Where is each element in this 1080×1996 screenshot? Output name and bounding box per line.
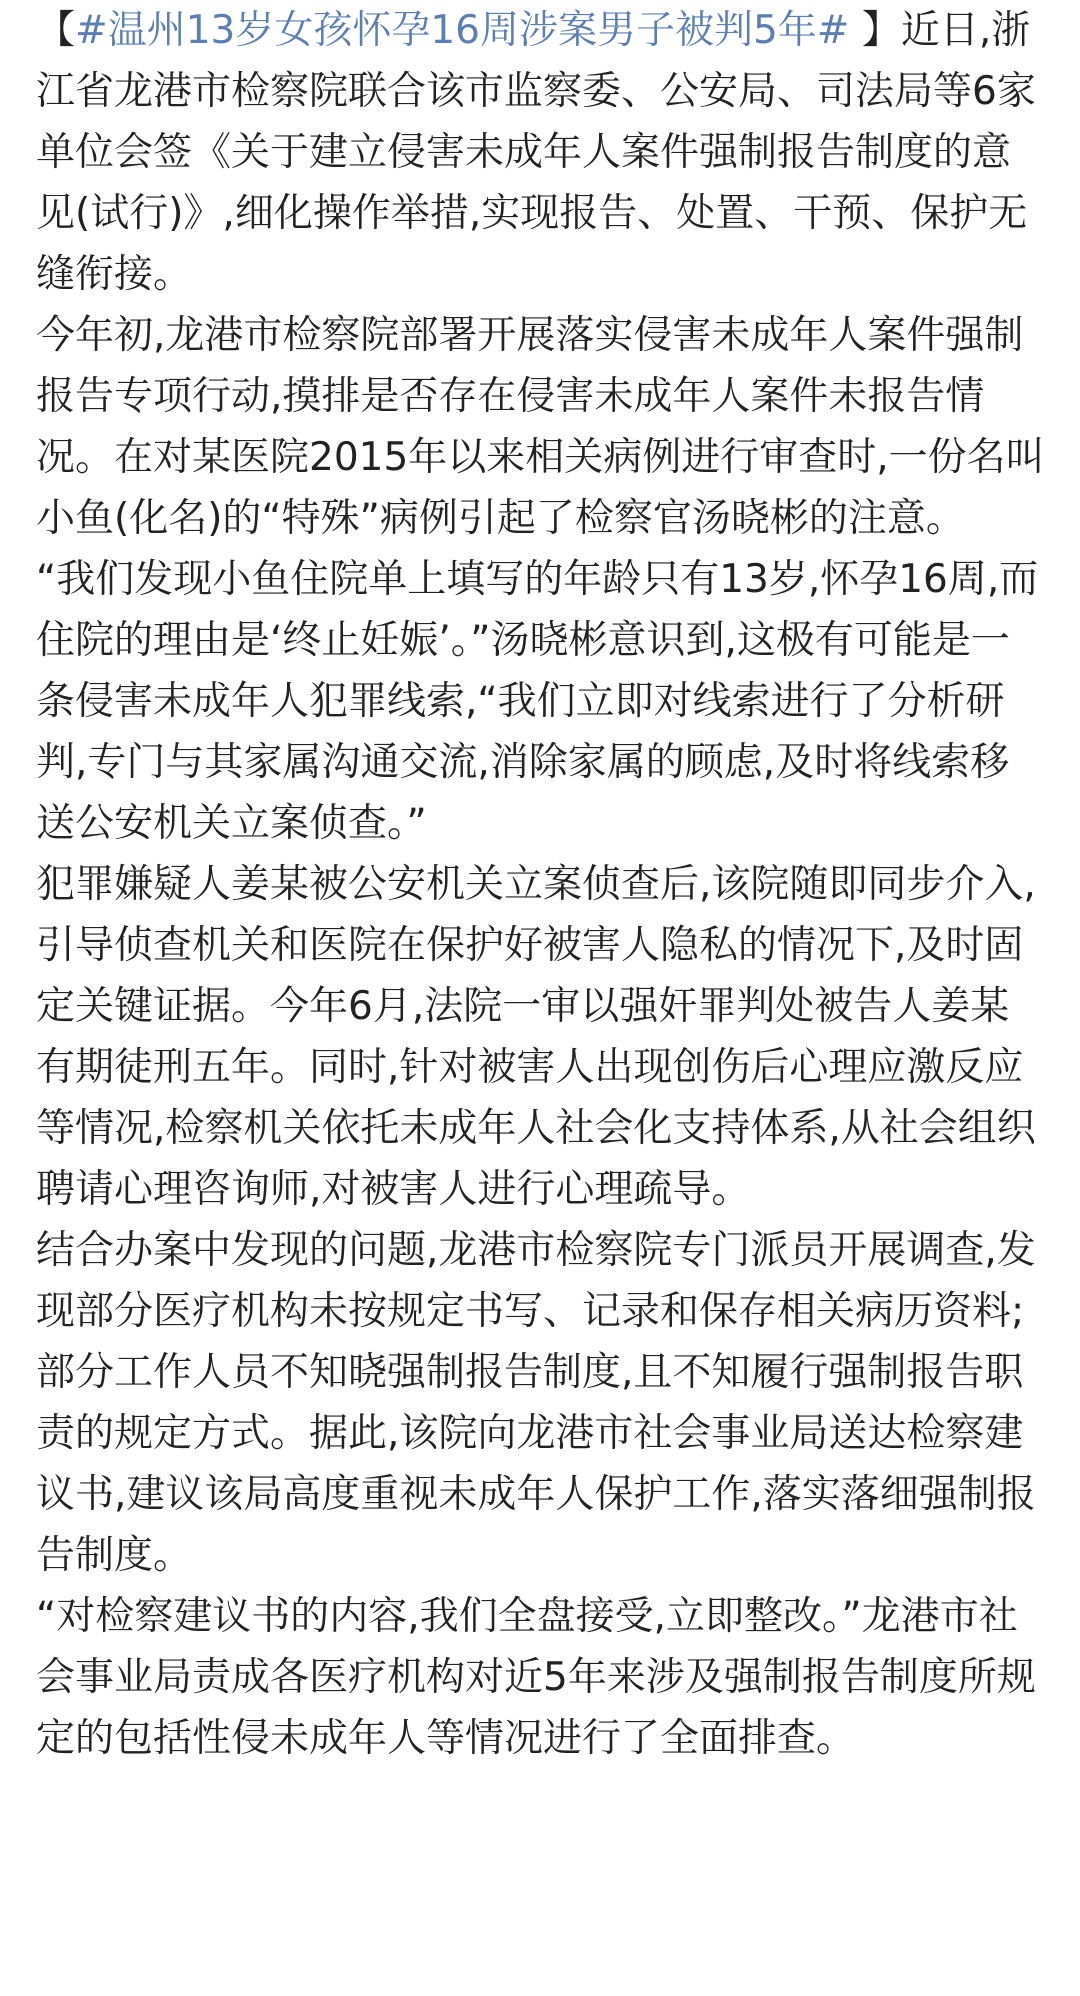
hashtag-link[interactable]: #温州13岁女孩怀孕16周涉案男子被判5年# <box>75 8 850 53</box>
post-paragraph: 结合办案中发现的问题,龙港市检察院专门派员开展调查,发现部分医疗机构未按规定书写、记录和保存相关病历资料;部分工作人员不知晓强制报告制度,且不知履行强制报告职责的规定方式。据此,该院向龙港市社会事业局送达检察建议书,建议该局高度重视未成年人保护工作,落实落细强制报告制度。 <box>36 1228 1036 1578</box>
post-paragraph: “我们发现小鱼住院单上填写的年龄只有13岁,怀孕16周,而住院的理由是‘终止妊娠’。”汤晓彬意识到,这极有可能是一条侵害未成年人犯罪线索,“我们立即对线索进行了分析研判,专门与其家属沟通交流,消除家属的顾虑,及时将线索移送公安机关立案侦查。” <box>36 557 1039 846</box>
bracket-open: 【 <box>36 8 76 53</box>
lead-text: 】近日,浙江省龙港市检察院联合该市监察委、公安局、司法局等6家单位会签《关于建立侵害未成年人案件强制报告制度的意见(试行)》,细化操作举措,实现报告、处置、干预、保护无缝衔接。 <box>36 8 1036 297</box>
post-body <box>36 0 1046 1769</box>
post-paragraph: 今年初,龙港市检察院部署开展落实侵害未成年人案件强制报告专项行动,摸排是否存在侵害未成年人案件未报告情况。在对某医院2015年以来相关病例进行审查时,一份名叫小鱼(化名)的“特殊”病例引起了检察官汤晓彬的注意。 <box>36 313 1045 541</box>
post-paragraph: “对检察建议书的内容,我们全盘接受,立即整改。”龙港市社会事业局责成各医疗机构对近5年来涉及强制报告制度所规定的包括性侵未成年人等情况进行了全面排查。 <box>36 1594 1036 1761</box>
post-paragraph: 犯罪嫌疑人姜某被公安机关立案侦查后,该院随即同步介入,引导侦查机关和医院在保护好被害人隐私的情况下,及时固定关键证据。今年6月,法院一审以强奸罪判处被告人姜某有期徒刑五年。同时,针对被害人出现创伤后心理应激反应等情况,检察机关依托未成年人社会化支持体系,从社会组织聘请心理咨询师,对被害人进行心理疏导。 <box>36 862 1036 1212</box>
post-lead-paragraph <box>36 0 1046 305</box>
